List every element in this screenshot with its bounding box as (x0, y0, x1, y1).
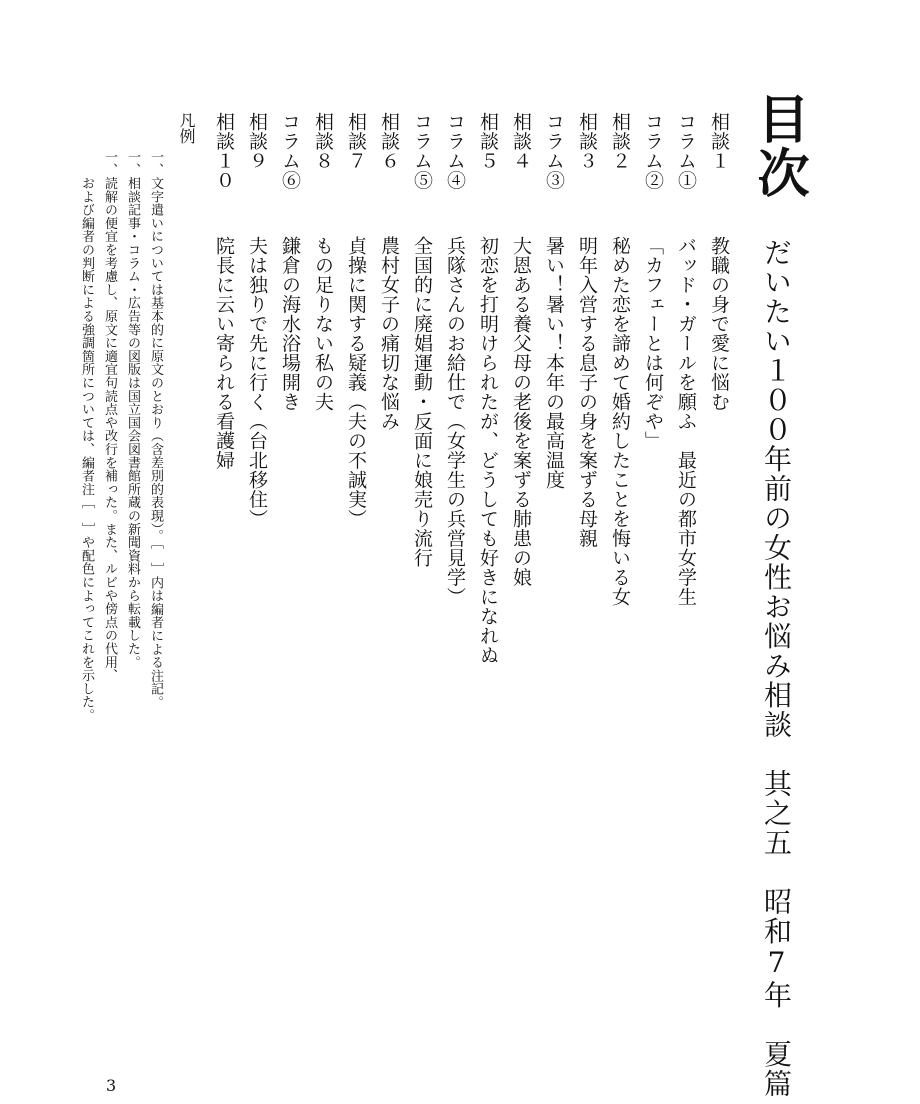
toc-label: コラム① (675, 112, 697, 190)
toc-label: 相談４ (510, 112, 532, 171)
toc-label: コラム③ (543, 112, 565, 190)
book-title: だいたい１００年前の女性お悩み相談 其之五 昭和7年 夏篇 (760, 238, 793, 1099)
toc-title: バッド・ガールを願ふ 最近の都市女学生 (675, 236, 697, 607)
toc-heading: 目次 (748, 92, 809, 200)
toc-title: 秘めた恋を諦めて婚約したことを悔いる女 (609, 236, 631, 607)
toc-label: 相談１０ (213, 112, 235, 190)
toc-label: 相談９ (246, 112, 268, 171)
toc-title: 鎌倉の海水浴場開き (279, 236, 301, 412)
toc-title: 暑い！暑い！本年の最高温度 (543, 236, 565, 490)
notes-heading: 凡例 (177, 112, 196, 144)
toc-label: コラム⑥ (279, 112, 301, 190)
toc-title: 貞操に関する疑義（夫の不誠実） (345, 236, 367, 529)
note-line: 一、文字遣いについては基本的に原文のとおり（含差別的表現）。［ ］内は編者による注記。 (148, 150, 163, 709)
toc-title: もの足りない私の夫 (312, 236, 334, 412)
toc-label: 相談２ (609, 112, 631, 171)
toc-label: 相談１ (708, 112, 730, 171)
note-line: 一、相談記事・コラム・広告等の図版は国立国会図書館所蔵の新聞資料から転載した。 (125, 150, 140, 669)
toc-label: 相談７ (345, 112, 367, 171)
toc-title: 院長に云い寄られる看護婦 (213, 236, 235, 470)
toc-title: 「カフェーとは何ぞや」 (642, 236, 664, 451)
toc-label: コラム④ (444, 112, 466, 190)
toc-title: 大恩ある養父母の老後を案ずる肺患の娘 (510, 236, 532, 587)
note-line: および編者の判断による強調箇所については、編者注［ ］や配色によってこれを示した。 (79, 150, 94, 722)
page-number: 3 (106, 1076, 117, 1095)
toc-title: 兵隊さんのお給仕で（女学生の兵営見学） (444, 236, 466, 607)
toc-label: 相談８ (312, 112, 334, 171)
toc-label: 相談６ (378, 112, 400, 171)
toc-title: 全国的に廃娼運動・反面に娘売り流行 (411, 236, 433, 568)
toc-title: 教職の身で愛に悩む (708, 236, 730, 412)
toc-title: 農村女子の痛切な悩み (378, 236, 400, 431)
toc-title: 夫は独りで先に行く（台北移住） (246, 236, 268, 529)
note-line: 一、読解の便宜を考慮し、原文に適宜句読点や改行を補った。また、ルビや傍点の代用、 (102, 150, 117, 682)
toc-label: コラム② (642, 112, 664, 190)
toc-title: 明年入営する息子の身を案ずる母親 (576, 236, 598, 548)
toc-title: 初恋を打明けられたが、どうしても好きになれぬ (477, 236, 499, 665)
toc-label: 相談５ (477, 112, 499, 171)
toc-label: 相談３ (576, 112, 598, 171)
toc-label: コラム⑤ (411, 112, 433, 190)
